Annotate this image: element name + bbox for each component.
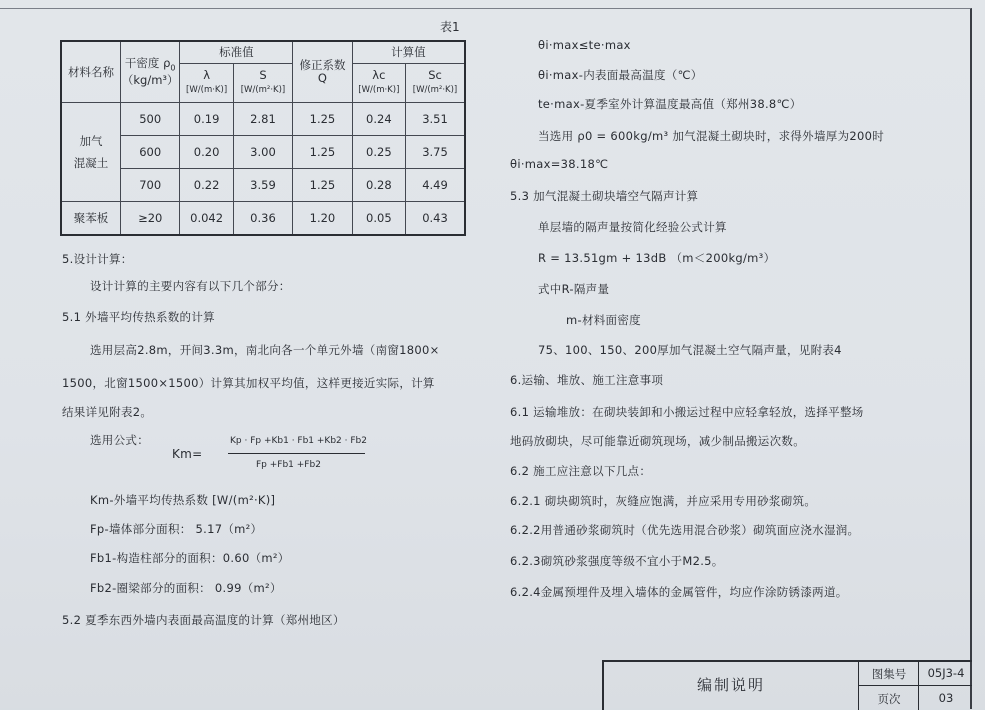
material-table <box>60 40 466 236</box>
right-line-5: θi·max=38.18℃ <box>510 157 609 171</box>
table-cell: ≥20 <box>120 202 179 235</box>
atlas-number-value: 05J3-4 <box>927 666 965 680</box>
right-line-13: 6.1 运输堆放：在砌块装卸和小搬运过程中应轻拿轻放，选择平整场 <box>510 405 864 419</box>
right-line-18: 6.2.3砌筑砂浆强度等级不宜小于M2.5。 <box>510 554 724 568</box>
table-cell: 2.81 <box>233 103 292 136</box>
definition-fb2: Fb2-圈梁部分的面积： 0.99（m²） <box>90 581 282 595</box>
right-line-15: 6.2 施工应注意以下几点： <box>510 464 652 478</box>
table-cell: 0.24 <box>352 103 405 136</box>
formula-lhs: Km= <box>172 447 203 461</box>
definition-fb1: Fb1-构造柱部分的面积：0.60（m²） <box>90 551 290 565</box>
table-row <box>61 169 465 202</box>
right-line-7: 单层墙的隔声量按简化经验公式计算 <box>538 220 727 234</box>
header-s-c: Sc [W/(m²·K)] <box>406 64 466 103</box>
header-lambda: λ [W/(m·K)] <box>180 64 233 103</box>
header-standard: 标准值 <box>180 41 293 64</box>
header-calc: 计算值 <box>352 41 465 64</box>
formula-denominator: Fp +Fb1 +Fb2 <box>256 460 321 470</box>
section-5-1-line2: 1500，北窗1500×1500）计算其加权平均值，这样更接近实际，计算 <box>62 376 435 390</box>
section-5-1-heading: 5.1 外墙平均传热系数的计算 <box>62 310 215 324</box>
section-5-heading: 5.设计计算： <box>62 252 133 266</box>
section-5-2-heading: 5.2 夏季东西外墙内表面最高温度的计算（郑州地区） <box>62 613 345 627</box>
page-number: 03 <box>938 691 954 705</box>
section-5-3-heading: 5.3 加气混凝土砌块墙空气隔声计算 <box>510 189 699 203</box>
right-line-9: 式中R-隔声量 <box>538 282 610 296</box>
definition-fp: Fp-墙体部分面积： 5.17（m²） <box>90 522 263 536</box>
right-line-19: 6.2.4金属预埋件及埋入墙体的金属管件，均应作涂防锈漆两道。 <box>510 585 848 599</box>
table-cell: 0.05 <box>352 202 405 235</box>
table-cell: 4.49 <box>406 169 466 202</box>
formula-numerator: Kp · Fp +Kb1 · Fb1 +Kb2 · Fb2 <box>230 436 367 446</box>
table-cell: 3.51 <box>406 103 466 136</box>
table-cell: 600 <box>120 136 179 169</box>
right-line-10: m-材料面密度 <box>566 313 641 327</box>
table-cell: 0.20 <box>180 136 233 169</box>
title-block-divider <box>858 685 972 686</box>
section-5-1-line3: 结果详见附表2。 <box>62 405 153 419</box>
fraction-bar <box>228 453 365 454</box>
title-block-title: 编制说明 <box>604 662 859 710</box>
section-5-paragraph: 设计计算的主要内容有以下几个部分： <box>90 279 291 293</box>
table-cell: 1.20 <box>293 202 352 235</box>
right-line-17: 6.2.2用普通砂浆砌筑时（优先选用混合砂浆）砌筑面应浇水湿润。 <box>510 523 860 537</box>
definition-km: Km-外墙平均传热系数 [W/(m²·K)] <box>90 493 276 507</box>
header-density: 干密度 $\rho_0$ （kg/m³） <box>120 41 179 103</box>
material-aerated-concrete: 加气 混凝土 <box>61 103 120 202</box>
header-lambda-c: λc [W/(m·K)] <box>352 64 405 103</box>
section-5-1-line1: 选用层高2.8m，开间3.3m，南北向各一个单元外墙（南窗1800× <box>90 343 440 357</box>
title-block-divider <box>918 662 919 710</box>
table-cell: 0.36 <box>233 202 292 235</box>
right-line-3: te·max-夏季室外计算温度最高值（郑州38.8℃） <box>538 97 802 111</box>
right-line-16: 6.2.1 砌块砌筑时，灰缝应饱满，并应采用专用砂浆砌筑。 <box>510 494 817 508</box>
right-line-8: R = 13.51gm + 13dB （m＜200kg/m³） <box>538 251 776 265</box>
material-polystyrene: 聚苯板 <box>61 202 120 235</box>
title-block <box>602 660 972 710</box>
table-cell: 3.75 <box>406 136 466 169</box>
table-cell: 1.25 <box>293 103 352 136</box>
right-line-1: θi·max≤te·max <box>538 38 631 52</box>
right-line-2: θi·max-内表面最高温度（℃） <box>538 68 703 82</box>
header-material: 材料名称 <box>61 41 120 103</box>
table-cell: 500 <box>120 103 179 136</box>
table-cell: 0.042 <box>180 202 233 235</box>
table-row <box>61 202 465 235</box>
table-cell: 1.25 <box>293 169 352 202</box>
table-cell: 3.59 <box>233 169 292 202</box>
table-cell: 0.25 <box>352 136 405 169</box>
right-line-14: 地码放砌块，尽可能靠近砌筑现场，减少制品搬运次数。 <box>510 434 805 448</box>
table-cell: 1.25 <box>293 136 352 169</box>
table-caption: 表1 <box>440 20 460 34</box>
table-cell: 0.22 <box>180 169 233 202</box>
table-cell: 700 <box>120 169 179 202</box>
right-line-4: 当选用 ρ0 = 600kg/m³ 加气混凝土砌块时，求得外墙厚为200时 <box>538 129 885 143</box>
table-cell: 3.00 <box>233 136 292 169</box>
page-label: 页次 <box>877 692 901 706</box>
table-row <box>61 136 465 169</box>
table-cell: 0.19 <box>180 103 233 136</box>
atlas-number-label: 图集号 <box>871 667 907 681</box>
section-6-heading: 6.运输、堆放、施工注意事项 <box>510 373 664 387</box>
table-row <box>61 103 465 136</box>
right-line-11: 75、100、150、200厚加气混凝土空气隔声量，见附表4 <box>538 343 842 357</box>
formula-label: 选用公式： <box>90 433 149 447</box>
table-cell: 0.28 <box>352 169 405 202</box>
header-s: S [W/(m²·K)] <box>233 64 292 103</box>
header-correction: 修正系数 Q <box>293 41 352 103</box>
table-cell: 0.43 <box>406 202 466 235</box>
